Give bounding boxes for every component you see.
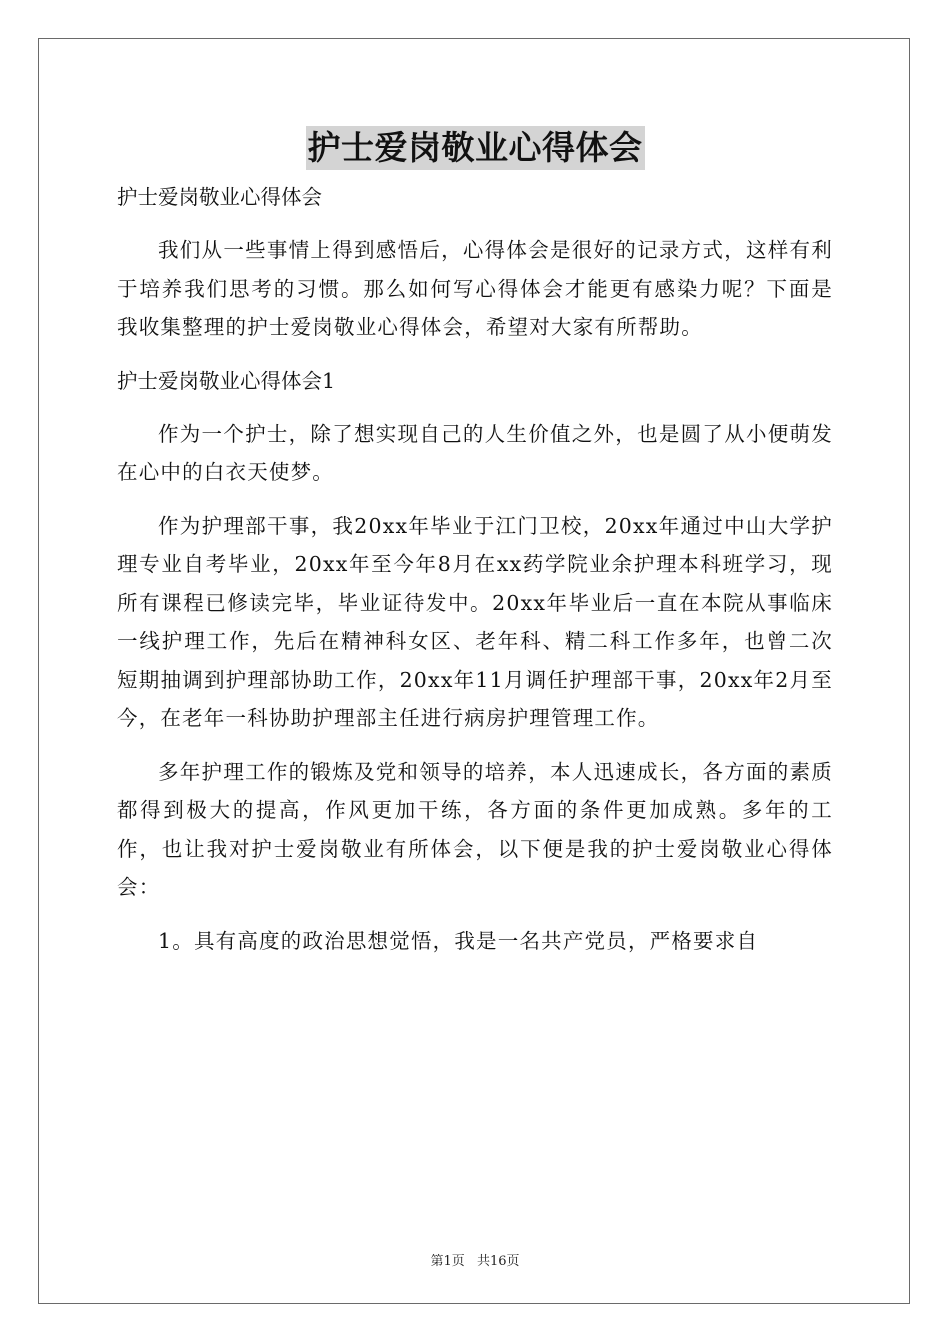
body-paragraph-1: 作为一个护士，除了想实现自己的人生价值之外，也是圆了从小便萌发在心中的白衣天使梦。: [117, 421, 833, 484]
body-paragraph-3: 多年护理工作的锻炼及党和领导的培养，本人迅速成长，各方面的素质都得到极大的提高，作风更加干练，各方面的条件更加成熟。多年的工作，也让我对护士爱岗敬业有所体会，以下便是我的护士爱岗敬业心得体会：: [117, 759, 833, 899]
page-number: 第1页: [430, 1254, 465, 1269]
document-body: [117, 178, 833, 975]
title-container: [0, 126, 950, 170]
body-paragraph-2: 作为护理部干事，我20xx年毕业于江门卫校，20xx年通过中山大学护理专业自考毕业，20xx年至今年8月在xx药学院业余护理本科班学习，现所有课程已修读完毕，毕业证待发中。20xx年毕业后一直在本院从事临床一线护理工作，先后在精神科女区、老年科、精二科工作多年，也曾二次短期抽调到护理部协助工作，20xx年11月调任护理部干事，20xx年2月至今，在老年一科协助护理部主任进行病房护理管理工作。: [117, 513, 833, 730]
document-title: 护士爱岗敬业心得体会: [306, 126, 645, 170]
body-paragraph-4: 1。具有高度的政治思想觉悟，我是一名共产党员，严格要求自: [158, 928, 759, 953]
page-total: 共16页: [476, 1254, 520, 1269]
page-footer: [0, 1250, 950, 1269]
document-subtitle: 护士爱岗敬业心得体会: [117, 185, 322, 209]
intro-paragraph: 我们从一些事情上得到感悟后，心得体会是很好的记录方式，这样有利于培养我们思考的习惯。那么如何写心得体会才能更有感染力呢？下面是我收集整理的护士爱岗敬业心得体会，希望对大家有所帮助。: [117, 238, 833, 339]
section-heading: 护士爱岗敬业心得体会1: [117, 368, 336, 393]
